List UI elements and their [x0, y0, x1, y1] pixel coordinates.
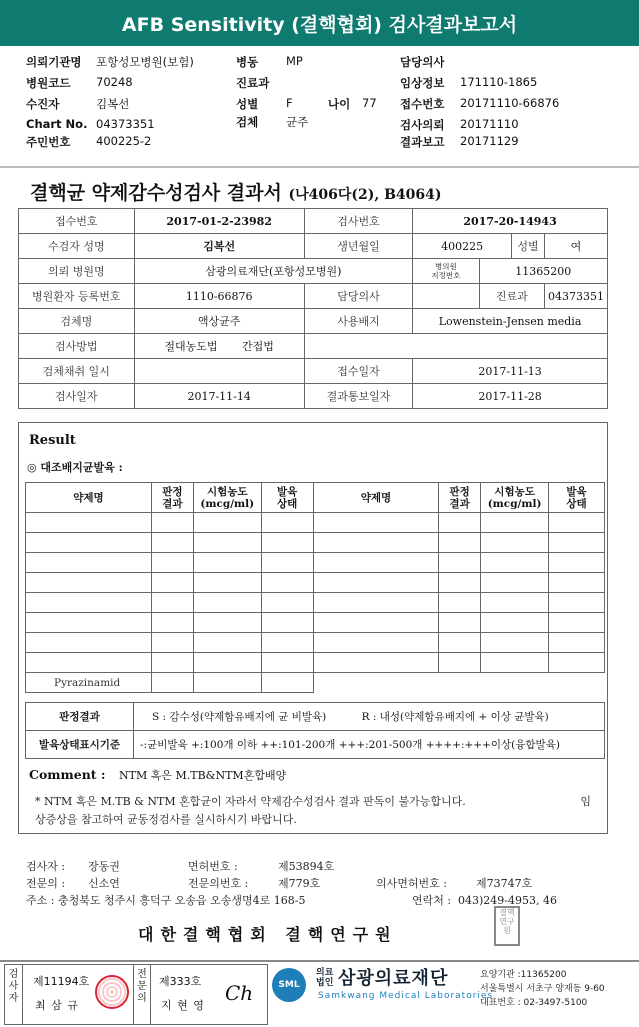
col-conc-line: (mcg/ml) [487, 497, 542, 510]
col-drug: 약제명 [26, 483, 152, 513]
info-label: 병동 [236, 55, 259, 69]
medium-label: 사용배지 [304, 309, 412, 334]
birth-date: 400225 [413, 234, 512, 259]
org-type [316, 968, 333, 988]
specialist-vlabel: 전문의 [133, 965, 151, 1024]
drug-result-table [25, 482, 605, 693]
note-line-end: 임 [580, 795, 591, 808]
association-seal: 결핵연구원 [494, 906, 520, 946]
examiner-signer: 최 삼 규 [35, 999, 79, 1012]
comment [29, 767, 286, 783]
col-conc-line: 시험농도 [494, 485, 535, 498]
method-label: 검사방법 [19, 334, 135, 359]
info-label: 검사의뢰 [400, 118, 445, 132]
table-row [26, 553, 605, 573]
org-address: 서울특별시 서초구 양재동 9-60 [480, 984, 605, 994]
reg-label: 병원환자 등록번호 [19, 284, 135, 309]
col-judge-line: 결과 [162, 497, 183, 510]
col-judge-line: 판정 [449, 485, 470, 498]
care-no: 요양기관 :11365200 [480, 970, 567, 980]
col-judge [151, 483, 193, 513]
report-code: (나406다(2), B4064) [288, 187, 442, 203]
col-conc [193, 483, 261, 513]
examiner-no: 제11194호 [33, 975, 90, 988]
notify-date: 2017-11-28 [413, 384, 608, 409]
judge-legend-label: 판정결과 [26, 703, 134, 731]
reg-no: 1110-66876 [134, 284, 304, 309]
info-value: 400225-2 [96, 134, 152, 148]
specialist-label: 전문의 : [26, 877, 66, 890]
spec-license-no: 제779호 [278, 877, 321, 890]
sex-value: 여 [544, 234, 607, 259]
collect-value [134, 359, 304, 384]
specialist-name: 신소연 [88, 877, 120, 890]
info-label: 수진자 [26, 97, 60, 111]
license-no: 제53894호 [278, 860, 335, 873]
contact: 043)249-4953, 46 [458, 894, 557, 907]
org-type-line: 의료 [316, 968, 334, 978]
footer [0, 960, 639, 1027]
col-judge-line: 결과 [449, 497, 470, 510]
col-judge [439, 483, 481, 513]
table-row [26, 533, 605, 553]
patient-label: 수검자 성명 [19, 234, 135, 259]
specimen-info-table [18, 208, 608, 409]
info-value: 20171110-66876 [460, 96, 560, 110]
col-conc-line: (mcg/ml) [200, 497, 255, 510]
info-value: MP [286, 54, 303, 68]
growth-legend: -:균비발육 +:100개 이하 ++:101-200개 +++:201-500개 ++++:+++이상(융합발육) [134, 731, 605, 759]
judge-resistant: R : 내성(약제함유배지에 + 이상 균발육) [361, 711, 549, 723]
info-value: 균주 [286, 115, 309, 129]
org-name-en: Samkwang Medical Laboratories [318, 991, 494, 1001]
col-growth-line: 상태 [277, 497, 298, 510]
address-label: 주소 : [26, 894, 55, 907]
comment-note [35, 793, 595, 829]
table-row [26, 653, 605, 673]
info-value: 77 [362, 96, 377, 110]
method-empty [304, 334, 607, 359]
examiner-vlabel: 검사자 [5, 965, 23, 1024]
info-label: 성별 [236, 97, 259, 111]
birth-label: 생년월일 [304, 234, 412, 259]
info-label: 주민번호 [26, 135, 71, 149]
col-growth [549, 483, 605, 513]
col-growth-line: 발육 [566, 485, 587, 498]
report-title [30, 178, 442, 205]
info-value: 171110-1865 [460, 75, 538, 89]
patient-name: 김복선 [134, 234, 304, 259]
info-label: 결과보고 [400, 135, 445, 149]
judge-sensitive: S : 감수성(약제함유배지에 균 비발육) [152, 711, 327, 723]
test-no: 2017-20-14943 [413, 209, 608, 234]
method-value [134, 334, 304, 359]
specimen-name: 액상균주 [134, 309, 304, 334]
license-label: 면허번호 : [188, 860, 238, 873]
designation-label [413, 259, 479, 284]
test-date: 2017-11-14 [134, 384, 304, 409]
table-row [26, 573, 605, 593]
received-date: 2017-11-13 [413, 359, 608, 384]
info-value: 포항성모병원(보험) [96, 55, 194, 69]
col-conc-line: 시험농도 [206, 485, 248, 498]
method-b: 간접법 [242, 340, 274, 353]
test-no-label: 검사번호 [304, 209, 412, 234]
info-value: 20171110 [460, 117, 519, 131]
info-value: 김복선 [96, 97, 130, 111]
sex-label: 성별 [512, 234, 545, 259]
dept-value: 04373351 [544, 284, 607, 309]
table-row [26, 513, 605, 533]
examiner-stamp [95, 975, 129, 1009]
org-contact [480, 968, 605, 1010]
collect-label: 검체채취 일시 [19, 359, 135, 384]
report-header-title: AFB Sensitivity (결핵협회) 검사결과보고서 [0, 0, 639, 46]
designation-no: 11365200 [479, 259, 607, 284]
comment-text: NTM 혹은 M.TB&NTM혼합배양 [119, 769, 287, 782]
comment-label: Comment : [29, 767, 106, 782]
result-box [18, 422, 608, 834]
table-row [26, 593, 605, 613]
doctor-license-label: 의사면허번호 : [376, 877, 447, 890]
col-conc [481, 483, 549, 513]
header-divider [0, 166, 639, 168]
col-growth-line: 발육 [277, 485, 298, 498]
org-type-line: 법인 [316, 978, 334, 988]
dept-label: 진료과 [479, 284, 544, 309]
info-label: 접수번호 [400, 97, 445, 111]
doctor-license-no: 제73747호 [476, 877, 533, 890]
association-name: 대한결핵협회 결핵연구원 [138, 925, 398, 944]
designation-label-line: 병의원 [435, 262, 457, 271]
table-row [26, 613, 605, 633]
examiner-label: 검사자 : [26, 860, 66, 873]
note-line: 상증상을 참고하여 균동정검사를 실시하시기 바랍니다. [35, 813, 297, 826]
designation-label-line: 지정번호 [431, 271, 461, 280]
info-label: 의뢰기관명 [26, 55, 82, 69]
hospital-name: 삼광의료재단(포항성모병원) [134, 259, 413, 284]
patient-info-block [0, 52, 639, 166]
control-growth-label: ◎ 대조배지균발육 : [27, 461, 123, 474]
org-name: 삼광의료재단 [338, 968, 449, 989]
col-judge-line: 판정 [162, 485, 183, 498]
doctor-value [413, 284, 479, 309]
info-value: F [286, 96, 293, 110]
hospital-label: 의뢰 병원명 [19, 259, 135, 284]
info-value: 20171129 [460, 134, 519, 148]
handwritten-signature: Ch [225, 981, 254, 1005]
signer-box [4, 964, 268, 1025]
col-growth [261, 483, 313, 513]
info-value: 04373351 [96, 117, 155, 131]
result-title: Result [29, 433, 76, 448]
doctor-label: 담당의사 [304, 284, 412, 309]
spec-license-label: 전문의번호 : [188, 877, 249, 890]
info-label: 나이 [328, 97, 351, 111]
report-title-text: 결핵균 약제감수성검사 결과서 [30, 182, 282, 204]
test-date-label: 검사일자 [19, 384, 135, 409]
medium-value: Lowenstein-Jensen media [413, 309, 608, 334]
address: 충청북도 청주시 흥덕구 오송읍 오송생명4로 168-5 [58, 894, 306, 907]
org-phone: 대표번호 : 02-3497-5100 [480, 998, 588, 1008]
reception-no-label: 접수번호 [19, 209, 135, 234]
contact-label: 연락처 : [412, 894, 452, 907]
info-label: 병원코드 [26, 76, 71, 90]
info-label: 검체 [236, 115, 259, 129]
note-line: * NTM 혹은 M.TB & NTM 혼합균이 자라서 약제감수성검사 결과 판독이 불가능합니다. [35, 795, 466, 808]
specimen-label: 검체명 [19, 309, 135, 334]
growth-legend-label: 발육상태표시기준 [26, 731, 134, 759]
method-a: 절대농도법 [164, 340, 218, 353]
col-growth-line: 상태 [566, 497, 587, 510]
legend-table [25, 702, 605, 759]
table-row [26, 673, 605, 693]
info-label: 임상정보 [400, 76, 445, 90]
received-label: 접수일자 [304, 359, 412, 384]
specialist-signer: 지 현 영 [161, 999, 205, 1012]
specialist-no: 제333호 [159, 975, 202, 988]
sml-logo: SML [272, 968, 306, 1002]
info-value: 70248 [96, 75, 133, 89]
info-label: 진료과 [236, 76, 270, 90]
col-drug: 약제명 [313, 483, 439, 513]
table-row [26, 633, 605, 653]
info-label: Chart No. [26, 117, 88, 131]
reception-no: 2017-01-2-23982 [134, 209, 304, 234]
notify-label: 결과통보일자 [304, 384, 412, 409]
info-label: 담당의사 [400, 55, 445, 69]
examiner-name: 장동권 [88, 860, 120, 873]
judge-legend [134, 703, 605, 731]
drug-name-pyrazinamid: Pyrazinamid [26, 673, 152, 693]
